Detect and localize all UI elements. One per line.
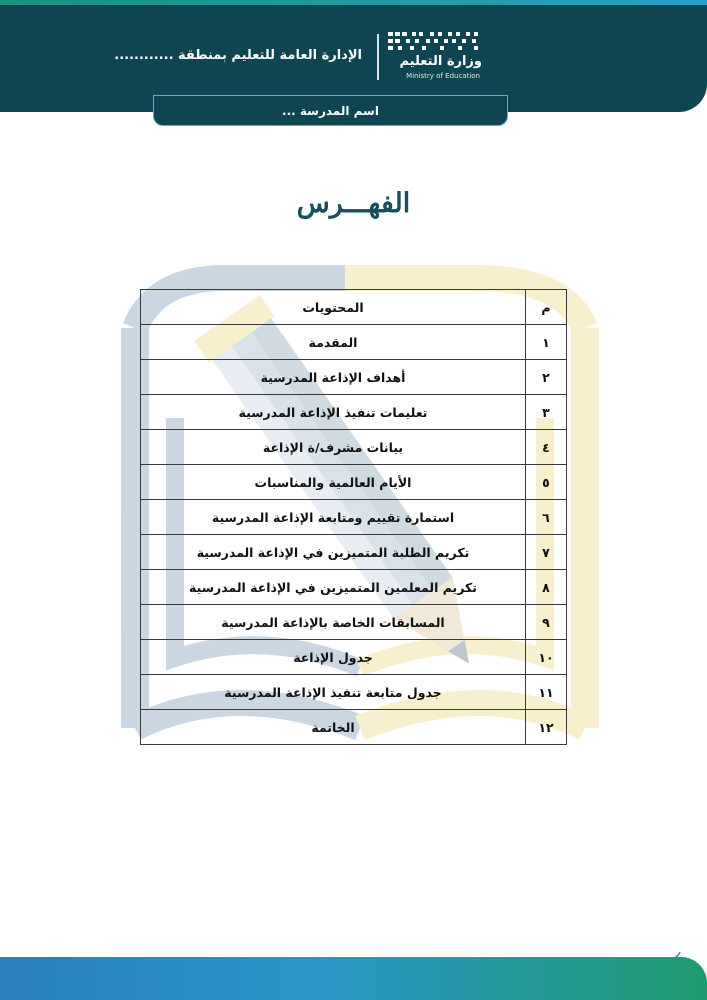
row-number: ٢ <box>526 360 567 395</box>
row-label: تكريم المعلمين المتميزين في الإذاعة المدرسية <box>141 570 526 605</box>
ministry-logo-dots-icon <box>386 30 482 54</box>
row-label: تعليمات تنفيذ الإذاعة المدرسية <box>141 395 526 430</box>
table-row <box>141 535 567 570</box>
row-label: جدول متابعة تنفيذ الإذاعة المدرسية <box>141 675 526 710</box>
table-row <box>141 360 567 395</box>
table-header-row <box>141 290 567 325</box>
logo-separator <box>377 34 379 80</box>
table-row <box>141 640 567 675</box>
row-number: ٥ <box>526 465 567 500</box>
table-row <box>141 325 567 360</box>
column-header-contents: المحتويات <box>141 290 526 325</box>
row-number: ٩ <box>526 605 567 640</box>
row-label: المقدمة <box>141 325 526 360</box>
ministry-name-en: Ministry of Education <box>406 72 480 80</box>
ministry-name-ar: وزارة التعليم <box>399 54 482 69</box>
row-number: ٧ <box>526 535 567 570</box>
page-footer <box>0 957 707 1000</box>
row-number: ١١ <box>526 675 567 710</box>
table-row <box>141 570 567 605</box>
contents-table <box>140 289 567 745</box>
row-label: استمارة تقييم ومتابعة الإذاعة المدرسية <box>141 500 526 535</box>
row-number: ٦ <box>526 500 567 535</box>
page-title: الفهـــرس <box>296 188 411 219</box>
table-row <box>141 605 567 640</box>
row-number: ١ <box>526 325 567 360</box>
row-label: أهداف الإذاعة المدرسية <box>141 360 526 395</box>
table-row <box>141 500 567 535</box>
row-label: الأيام العالمية والمناسبات <box>141 465 526 500</box>
table-row <box>141 430 567 465</box>
table-row <box>141 395 567 430</box>
column-header-number: م <box>526 290 567 325</box>
row-number: ٣ <box>526 395 567 430</box>
table-row <box>141 710 567 745</box>
row-label: تكريم الطلبة المتميزين في الإذاعة المدرسية <box>141 535 526 570</box>
school-name-label: اسم المدرسة ... <box>153 95 508 126</box>
row-number: ٤ <box>526 430 567 465</box>
row-number: ١٠ <box>526 640 567 675</box>
row-number: ١٢ <box>526 710 567 745</box>
ministry-logo <box>382 30 482 82</box>
header-accent-line <box>0 0 707 5</box>
row-label: الخاتمة <box>141 710 526 745</box>
table-row <box>141 675 567 710</box>
row-number: ٨ <box>526 570 567 605</box>
education-administration-label: الإدارة العامة للتعليم بمنطقة ............ <box>114 48 362 63</box>
row-label: المسابقات الخاصة بالإذاعة المدرسية <box>141 605 526 640</box>
row-label: جدول الإذاعة <box>141 640 526 675</box>
row-label: بيانات مشرف/ة الإذاعة <box>141 430 526 465</box>
table-row <box>141 465 567 500</box>
